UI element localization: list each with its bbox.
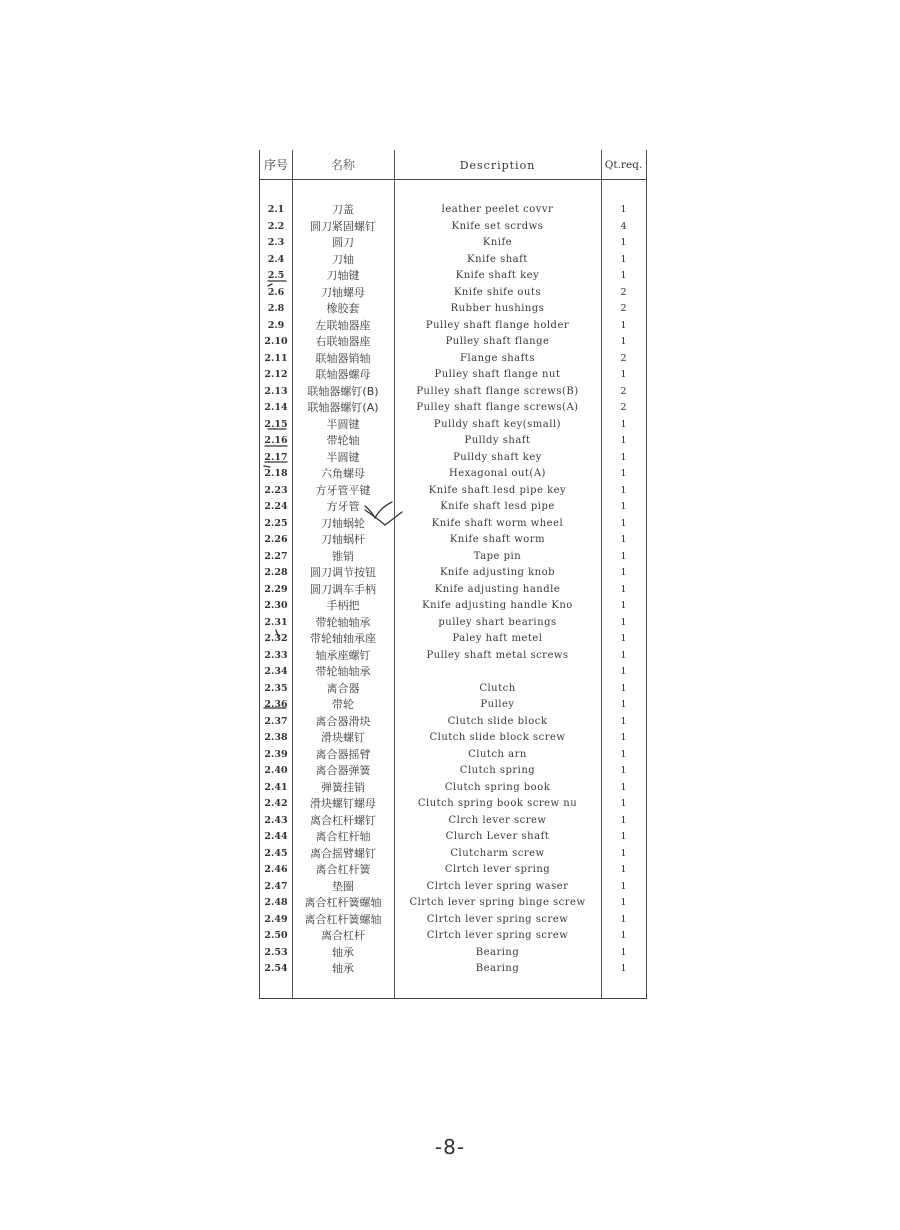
table-row: [260, 532, 646, 549]
row-name: 离合摇臂螺钉: [310, 846, 376, 860]
row-description: Knife shaft lesd pipe: [440, 501, 555, 512]
row-name: 带轮轴轴承座: [310, 632, 376, 645]
row-quantity: 1: [620, 897, 627, 908]
table-row: [260, 862, 646, 879]
row-number: 2.45: [264, 847, 288, 859]
row-description: Flange shafts: [460, 352, 535, 364]
row-number: 2.15: [264, 418, 288, 430]
table-row: [260, 516, 646, 533]
row-name: 带轮轴轴承: [315, 615, 371, 629]
row-number: 2.46: [264, 864, 288, 875]
table-row: [260, 895, 646, 912]
row-name: 刀轴螺母: [321, 285, 365, 299]
row-number: 2.14: [264, 402, 288, 413]
row-number: 2.37: [264, 715, 288, 727]
table-row: [260, 714, 646, 731]
table-row: [260, 466, 646, 483]
header-name: 名称: [330, 158, 355, 172]
table-row: [260, 813, 646, 830]
row-name: 联轴器螺钉(A): [307, 401, 379, 414]
row-quantity: 1: [620, 204, 627, 215]
row-number: 2.18: [264, 468, 288, 479]
row-name: 右联轴器座: [315, 335, 371, 348]
table-row: [260, 219, 646, 236]
row-name: 六角螺母: [321, 467, 365, 480]
row-description: Knife shaft worm wheel: [431, 517, 564, 529]
row-description: Clutcharm screw: [450, 847, 545, 859]
row-name: 方牙管: [326, 500, 360, 513]
table-row: [260, 351, 646, 368]
table-row: [260, 202, 646, 219]
row-number: 2.36: [264, 699, 288, 710]
row-number: 2.54: [264, 963, 288, 974]
row-description: Pulley shaft metal screws: [426, 649, 569, 661]
row-name: 圆刀: [332, 236, 354, 249]
row-name: 离合杠杆轴: [315, 830, 371, 843]
row-quantity: 1: [620, 633, 627, 644]
table-row: [260, 301, 646, 318]
row-number: 2.17: [264, 451, 288, 463]
row-name: 离合器弹簧: [315, 764, 371, 777]
table-row: [260, 268, 646, 285]
row-quantity: 1: [620, 451, 627, 463]
row-quantity: 1: [620, 270, 627, 281]
row-quantity: 2: [620, 286, 627, 298]
row-number: 2.13: [264, 385, 288, 397]
row-description: Clurch Lever shaft: [445, 831, 550, 842]
row-quantity: 1: [620, 765, 627, 776]
row-quantity: 1: [620, 814, 627, 826]
row-number: 2.27: [264, 550, 288, 562]
row-quantity: 1: [620, 253, 627, 265]
table-row: [260, 417, 646, 434]
row-quantity: 1: [620, 616, 627, 628]
row-description: Clrtch lever spring screw: [426, 930, 569, 941]
table-row: [260, 367, 646, 384]
row-description: Pulley shaft flange nut: [434, 369, 561, 380]
row-quantity: 1: [620, 369, 627, 380]
row-name: 带轮轴: [326, 434, 360, 447]
row-number: 2.39: [264, 748, 288, 760]
parts-table: [259, 150, 647, 999]
row-number: 2.34: [264, 666, 288, 677]
row-description: Pulley shaft flange screws(A): [416, 402, 579, 413]
row-description: Bearing: [475, 946, 520, 958]
row-quantity: 1: [620, 567, 627, 578]
row-description: Clrtch lever spring: [444, 864, 551, 875]
row-quantity: 1: [620, 484, 627, 496]
table-row: [260, 829, 646, 846]
row-number: 2.1: [267, 204, 285, 215]
row-quantity: 1: [620, 468, 627, 479]
row-description: Clutch slide block: [447, 715, 548, 727]
row-name: 刀轴蜗杆: [321, 533, 365, 546]
row-quantity: 1: [620, 930, 627, 941]
row-name: 带轮轴轴承: [315, 665, 371, 678]
table-row: [260, 912, 646, 929]
table-row: [260, 648, 646, 665]
row-name: 离合杠杆: [321, 929, 365, 942]
page-number: -8-: [434, 1135, 466, 1159]
table-row: [260, 318, 646, 335]
row-quantity: 1: [620, 798, 627, 809]
row-description: Bearing: [475, 963, 520, 974]
table-row: [260, 879, 646, 896]
row-number: 2.12: [264, 369, 288, 380]
row-name: 刀轴蜗轮: [321, 516, 365, 530]
table-row: [260, 252, 646, 269]
row-description: Clutch spring: [459, 765, 536, 776]
row-quantity: 1: [620, 963, 627, 974]
header-quantity: Qt.req.: [604, 159, 643, 171]
row-name: 左联轴器座: [315, 318, 371, 332]
row-quantity: 4: [620, 220, 627, 232]
row-number: 2.4: [267, 253, 285, 265]
row-number: 2.29: [264, 583, 288, 595]
row-number: 2.33: [264, 649, 288, 661]
table-row: [260, 235, 646, 252]
row-description: leather peelet covvr: [441, 204, 554, 215]
row-number: 2.47: [264, 880, 288, 892]
row-number: 2.3: [267, 237, 285, 248]
row-number: 2.6: [267, 286, 285, 298]
table-row: [260, 664, 646, 681]
row-description: Pulley: [480, 699, 515, 710]
row-number: 2.16: [264, 435, 288, 446]
row-name: 方牙管平键: [315, 483, 371, 497]
row-description: Pulley shaft flange: [445, 336, 550, 347]
row-quantity: 1: [620, 715, 627, 727]
row-number: 2.5: [267, 270, 285, 281]
row-name: 刀轴键: [326, 269, 360, 282]
table-row: [260, 433, 646, 450]
row-number: 2.53: [264, 946, 288, 958]
row-description: Clutch slide block screw: [429, 732, 566, 743]
row-description: Knife shaft worm: [449, 534, 546, 545]
row-number: 2.24: [264, 501, 288, 512]
row-name: 带轮: [332, 698, 354, 711]
row-description: Knife: [482, 237, 513, 248]
row-quantity: 1: [620, 682, 627, 694]
row-quantity: 1: [620, 913, 627, 925]
row-number: 2.25: [264, 517, 288, 529]
table-header-row: [260, 150, 646, 180]
row-quantity: 1: [620, 418, 627, 430]
row-description: Clrtch lever spring waser: [426, 880, 569, 892]
row-quantity: 1: [620, 732, 627, 743]
header-number: 序号: [263, 158, 288, 172]
table-row: [260, 697, 646, 714]
table-row: [260, 615, 646, 632]
row-description: Clrch lever screw: [448, 814, 547, 826]
row-name: 刀轴: [332, 252, 354, 266]
row-description: Knife shife outs: [453, 286, 542, 298]
row-name: 轴承座螺钉: [315, 648, 371, 662]
table-row: [260, 285, 646, 302]
row-name: 离合杠杆簧螺轴: [304, 912, 382, 926]
row-quantity: 1: [620, 946, 627, 958]
table-body: [260, 202, 646, 978]
row-number: 2.38: [264, 732, 288, 743]
row-quantity: 1: [620, 847, 627, 859]
row-name: 刀盖: [332, 203, 354, 216]
row-number: 2.40: [264, 765, 288, 776]
row-name: 轴承: [332, 962, 354, 975]
row-number: 2.49: [264, 913, 288, 925]
table-row: [260, 598, 646, 615]
row-name: 半圆键: [326, 450, 360, 464]
row-name: 圆刀调车手柄: [310, 582, 376, 596]
row-description: Knife adjusting handle: [434, 583, 561, 595]
table-row: [260, 400, 646, 417]
row-quantity: 1: [620, 649, 627, 661]
row-quantity: 1: [620, 550, 627, 562]
row-description: Knife set scrdws: [451, 220, 544, 232]
row-quantity: 1: [620, 831, 627, 842]
row-number: 2.31: [264, 616, 288, 628]
table-row: [260, 730, 646, 747]
row-number: 2.10: [264, 336, 288, 347]
row-description: Knife adjusting knob: [439, 567, 556, 578]
row-description: Clutch spring book: [444, 781, 551, 793]
row-number: 2.32: [264, 633, 288, 644]
row-quantity: 2: [620, 402, 627, 413]
row-number: 2.50: [264, 930, 288, 941]
table-row: [260, 334, 646, 351]
row-number: 2.26: [264, 534, 288, 545]
row-name: 离合杠杆簧: [315, 863, 371, 876]
row-quantity: 1: [620, 534, 627, 545]
table-row: [260, 549, 646, 566]
table-row: [260, 499, 646, 516]
row-description: Hexagonal out(A): [449, 468, 546, 479]
row-quantity: 1: [620, 336, 627, 347]
row-description: Pulley shaft flange holder: [425, 319, 570, 331]
row-description: Knife shaft key: [455, 270, 540, 281]
row-quantity: 2: [620, 303, 627, 314]
row-quantity: 1: [620, 748, 627, 760]
table-row: [260, 928, 646, 945]
table-row: [260, 763, 646, 780]
table-row: [260, 631, 646, 648]
row-name: 滑块螺钉: [321, 731, 365, 744]
row-description: Clutch arn: [468, 748, 527, 760]
row-quantity: 1: [620, 600, 627, 611]
row-description: Pulley shaft flange screws(B): [416, 385, 579, 397]
row-quantity: 1: [620, 319, 627, 331]
row-name: 离合杠杆螺钉: [310, 813, 376, 827]
table-row: [260, 780, 646, 797]
table-row: [260, 384, 646, 401]
row-quantity: 1: [620, 880, 627, 892]
row-description: Rubber hushings: [450, 303, 545, 314]
table-row: [260, 961, 646, 978]
row-quantity: 1: [620, 501, 627, 512]
row-quantity: 2: [620, 352, 627, 364]
row-number: 2.35: [264, 682, 288, 694]
row-name: 垫圈: [332, 879, 354, 893]
row-name: 橡胶套: [326, 302, 360, 315]
row-description: pulley shart bearings: [438, 616, 557, 628]
row-name: 联轴器螺钉(B): [307, 384, 379, 398]
row-name: 离合器: [326, 681, 360, 695]
table-row: [260, 483, 646, 500]
row-description: Pulldy shaft key: [453, 451, 542, 463]
row-number: 2.48: [264, 897, 288, 908]
row-quantity: 1: [620, 583, 627, 595]
row-description: Knife shaft: [467, 253, 528, 265]
row-name: 联轴器螺母: [315, 368, 371, 381]
row-quantity: 1: [620, 699, 627, 710]
row-name: 联轴器销轴: [315, 351, 371, 365]
row-description: Clrtch lever spring binge screw: [409, 897, 586, 908]
row-description: Paley haft metel: [452, 633, 543, 644]
row-name: 圆刀调节按钮: [310, 566, 376, 579]
row-name: 滑块螺钉螺母: [310, 797, 376, 810]
row-description: Knife adjusting handle Kno: [422, 600, 573, 611]
row-name: 锥销: [332, 549, 354, 563]
row-description: Clutch spring book screw nu: [417, 798, 578, 809]
row-description: Clrtch lever spring screw: [426, 913, 569, 925]
row-quantity: 1: [620, 435, 627, 446]
row-number: 2.30: [264, 600, 288, 611]
table-row: [260, 747, 646, 764]
row-name: 离合杠杆簧螺轴: [304, 896, 382, 909]
table-row: [260, 846, 646, 863]
row-number: 2.44: [264, 831, 288, 842]
row-name: 轴承: [332, 945, 354, 959]
header-description: Description: [459, 159, 536, 172]
row-name: 半圆键: [326, 417, 360, 431]
row-name: 弹簧挂销: [321, 780, 365, 794]
table-row: [260, 945, 646, 962]
row-quantity: 1: [620, 237, 627, 248]
row-name: 离合器滑块: [315, 714, 371, 728]
row-quantity: 1: [620, 864, 627, 875]
row-description: Pulldy shaft: [464, 435, 531, 446]
row-description: Tape pin: [473, 550, 522, 562]
row-name: 圆刀紧固螺钉: [310, 219, 376, 233]
table-row: [260, 582, 646, 599]
row-name: 手柄把: [326, 599, 360, 612]
row-number: 2.8: [267, 303, 285, 314]
row-quantity: 2: [620, 385, 627, 397]
table-row: [260, 681, 646, 698]
table-row: [260, 565, 646, 582]
row-number: 2.43: [264, 814, 288, 826]
row-quantity: 1: [620, 517, 627, 529]
row-number: 2.28: [264, 567, 288, 578]
row-number: 2.11: [264, 352, 288, 364]
row-description: Knife shaft lesd pipe key: [428, 484, 567, 496]
row-description: Clutch: [479, 682, 516, 694]
row-number: 2.23: [264, 484, 288, 496]
row-number: 2.9: [267, 319, 285, 331]
row-number: 2.41: [264, 781, 288, 793]
row-quantity: 1: [620, 666, 627, 677]
row-quantity: 1: [620, 781, 627, 793]
row-description: Pulldy shaft key(small): [433, 418, 562, 430]
row-name: 离合器摇臂: [315, 747, 371, 761]
row-number: 2.2: [267, 220, 285, 232]
table-row: [260, 796, 646, 813]
row-number: 2.42: [264, 798, 288, 809]
table-row: [260, 450, 646, 467]
